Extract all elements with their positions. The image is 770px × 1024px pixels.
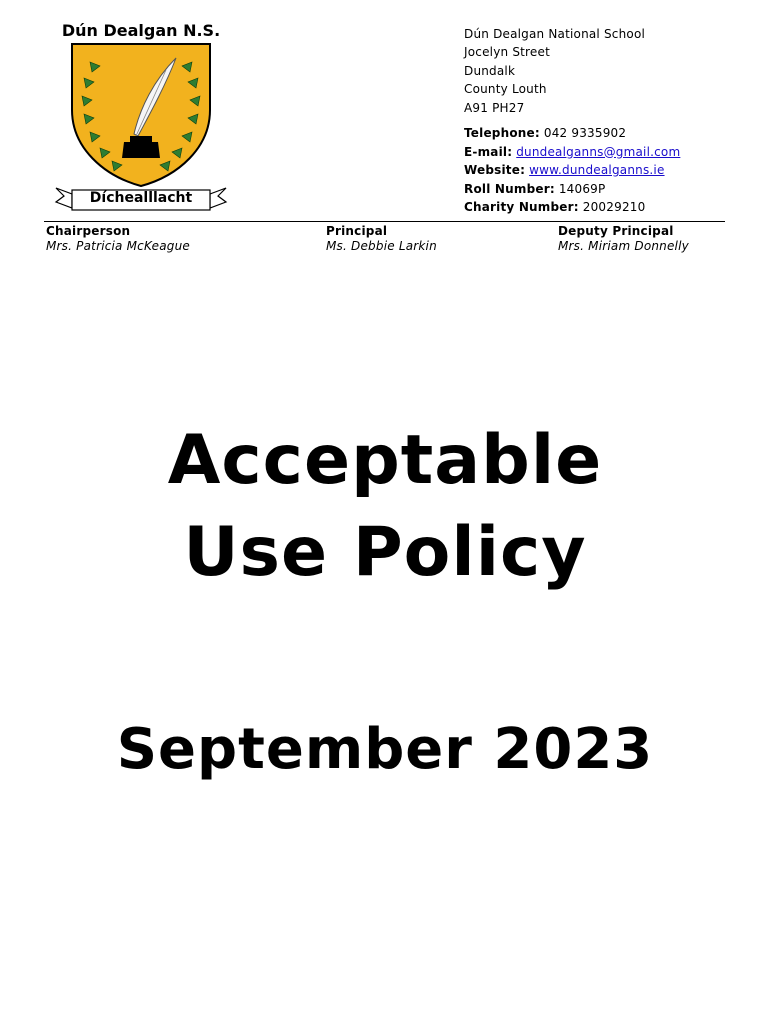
officer-role: Principal (326, 224, 388, 238)
officer-name: Mrs. Miriam Donnelly (558, 239, 689, 253)
crest-shield-icon (50, 18, 232, 214)
address-town: Dundalk (464, 63, 516, 78)
crest-school-name: Dún Dealgan N.S. (61, 21, 221, 40)
document-date: September 2023 (116, 717, 654, 782)
email-label: E-mail: (464, 144, 513, 159)
officer-principal (326, 224, 437, 254)
email-link[interactable]: dundealganns@gmail.com (516, 144, 681, 159)
document-title (0, 415, 770, 599)
address-eircode: A91 PH27 (464, 100, 525, 115)
roll-number-value: 14069P (558, 181, 606, 196)
officer-name: Ms. Debbie Larkin (326, 239, 437, 253)
officer-role: Chairperson (46, 224, 131, 238)
contact-charity-row (464, 198, 680, 217)
address-school-name: Dún Dealgan National School (464, 27, 646, 41)
website-label: Website: (464, 163, 526, 177)
officer-chairperson (46, 224, 190, 254)
contact-website-row (464, 161, 680, 180)
address-county: County Louth (464, 82, 547, 97)
telephone-value: 042 9335902 (543, 126, 627, 140)
officer-deputy-principal (558, 224, 689, 254)
charity-number-value: 20029210 (582, 200, 646, 214)
contact-telephone-row (464, 124, 680, 143)
officer-name: Mrs. Patricia McKeague (46, 239, 190, 253)
address-street: Jocelyn Street (464, 45, 550, 60)
school-contact (464, 124, 680, 217)
roll-number-label: Roll Number: (464, 181, 555, 196)
crest-motto: Díchealllacht (89, 190, 193, 206)
telephone-label: Telephone: (464, 126, 540, 140)
charity-number-label: Charity Number: (464, 200, 579, 214)
document-title-line-2: Use Policy (183, 513, 587, 592)
officer-role: Deputy Principal (558, 224, 674, 238)
document-title-line-1: Acceptable (167, 421, 603, 500)
header-divider (44, 221, 725, 222)
school-crest (50, 18, 232, 214)
contact-roll-row (464, 180, 680, 199)
website-link[interactable]: www.dundealganns.ie (529, 163, 665, 177)
school-address (464, 25, 645, 117)
contact-email-row (464, 143, 680, 162)
